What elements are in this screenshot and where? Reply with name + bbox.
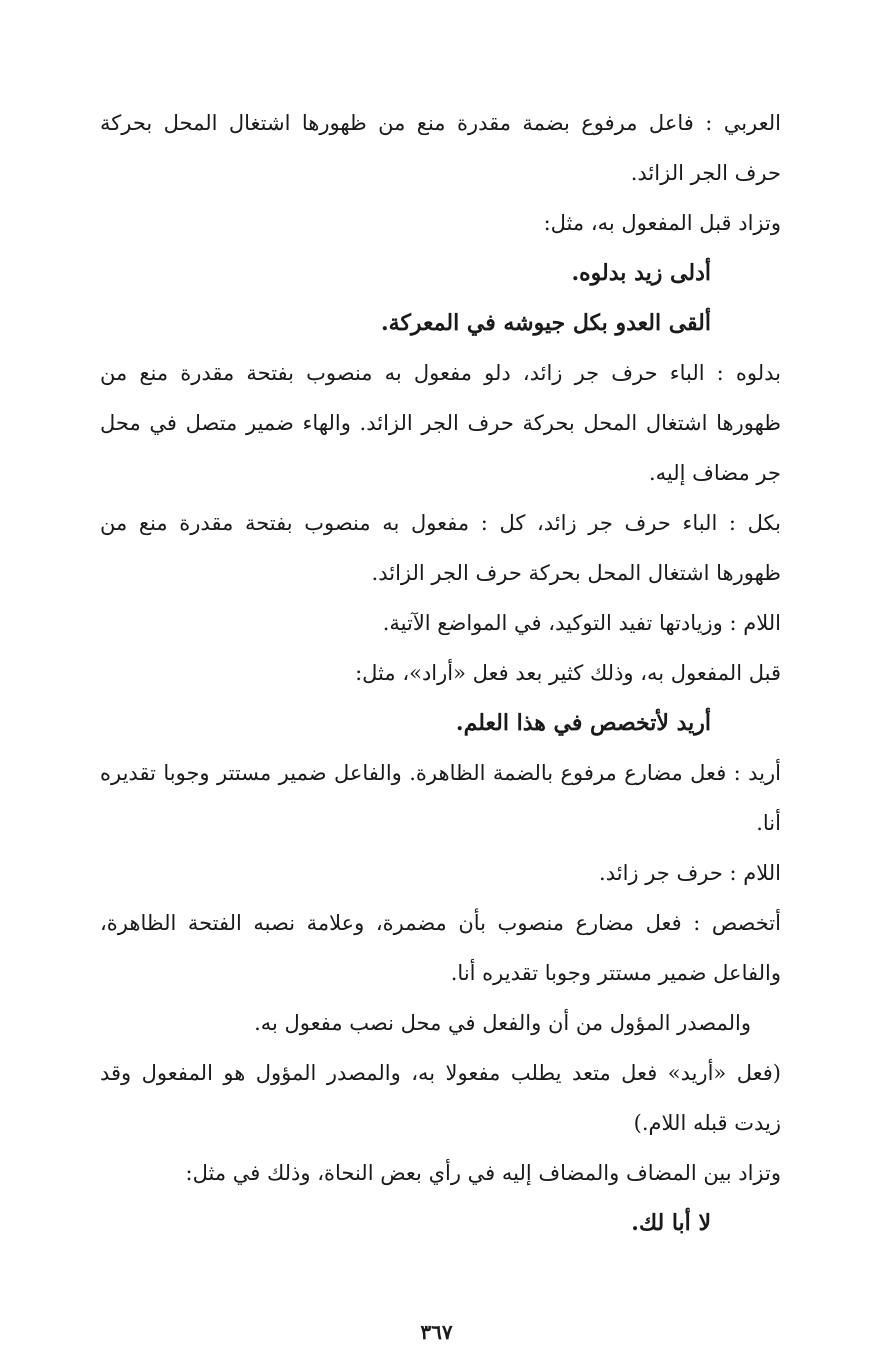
paragraph: بكل : الباء حرف جر زائد، كل : مفعول به منصوب بفتحة مقدرة منع من ظهورها اشتغال المحل بحركة حرف الجر الزائد. <box>100 511 781 585</box>
body-text <box>100 98 781 1248</box>
paragraph: (فعل «أريد» فعل متعد يطلب مفعولا به، والمصدر المؤول هو المفعول وقد زيدت قبله اللام.) <box>100 1061 781 1135</box>
paragraph: بدلوه : الباء حرف جر زائد، دلو مفعول به منصوب بفتحة مقدرة منع من ظهورها اشتغال المحل بحركة حرف الجر الزائد. والهاء ضمير متصل في محل جر مضاف إليه. <box>100 361 781 485</box>
paragraph: اللام : حرف جر زائد. <box>599 861 781 885</box>
example-sentence: أدلى زيد بدلوه. <box>571 260 711 286</box>
paragraph: العربي : فاعل مرفوع بضمة مقدرة منع من ظهورها اشتغال المحل بحركة حرف الجر الزائد. <box>100 111 781 185</box>
paragraph: وتزاد بين المضاف والمضاف إليه في رأي بعض النحاة، وذلك في مثل: <box>185 1161 781 1185</box>
paragraph: أريد : فعل مضارع مرفوع بالضمة الظاهرة. والفاعل ضمير مستتر وجوبا تقديره أنا. <box>100 761 781 835</box>
paragraph: اللام : وزيادتها تفيد التوكيد، في المواضع الآتية. <box>382 611 781 635</box>
paragraph: قبل المفعول به، وذلك كثير بعد فعل «أراد»، مثل: <box>355 661 781 685</box>
page-number: ٣٦٧ <box>420 1320 453 1344</box>
paragraph: والمصدر المؤول من أن والفعل في محل نصب مفعول به. <box>254 1011 751 1035</box>
paragraph: وتزاد قبل المفعول به، مثل: <box>543 211 781 235</box>
paragraph: أتخصص : فعل مضارع منصوب بأن مضمرة، وعلامة نصبه الفتحة الظاهرة، والفاعل ضمير مستتر وجوبا تقديره أنا. <box>100 911 781 985</box>
example-sentence: ألقى العدو بكل جيوشه في المعركة. <box>380 310 711 336</box>
example-sentence: لا أبا لك. <box>631 1210 711 1236</box>
example-sentence: أريد لأتخصص في هذا العلم. <box>455 710 711 736</box>
